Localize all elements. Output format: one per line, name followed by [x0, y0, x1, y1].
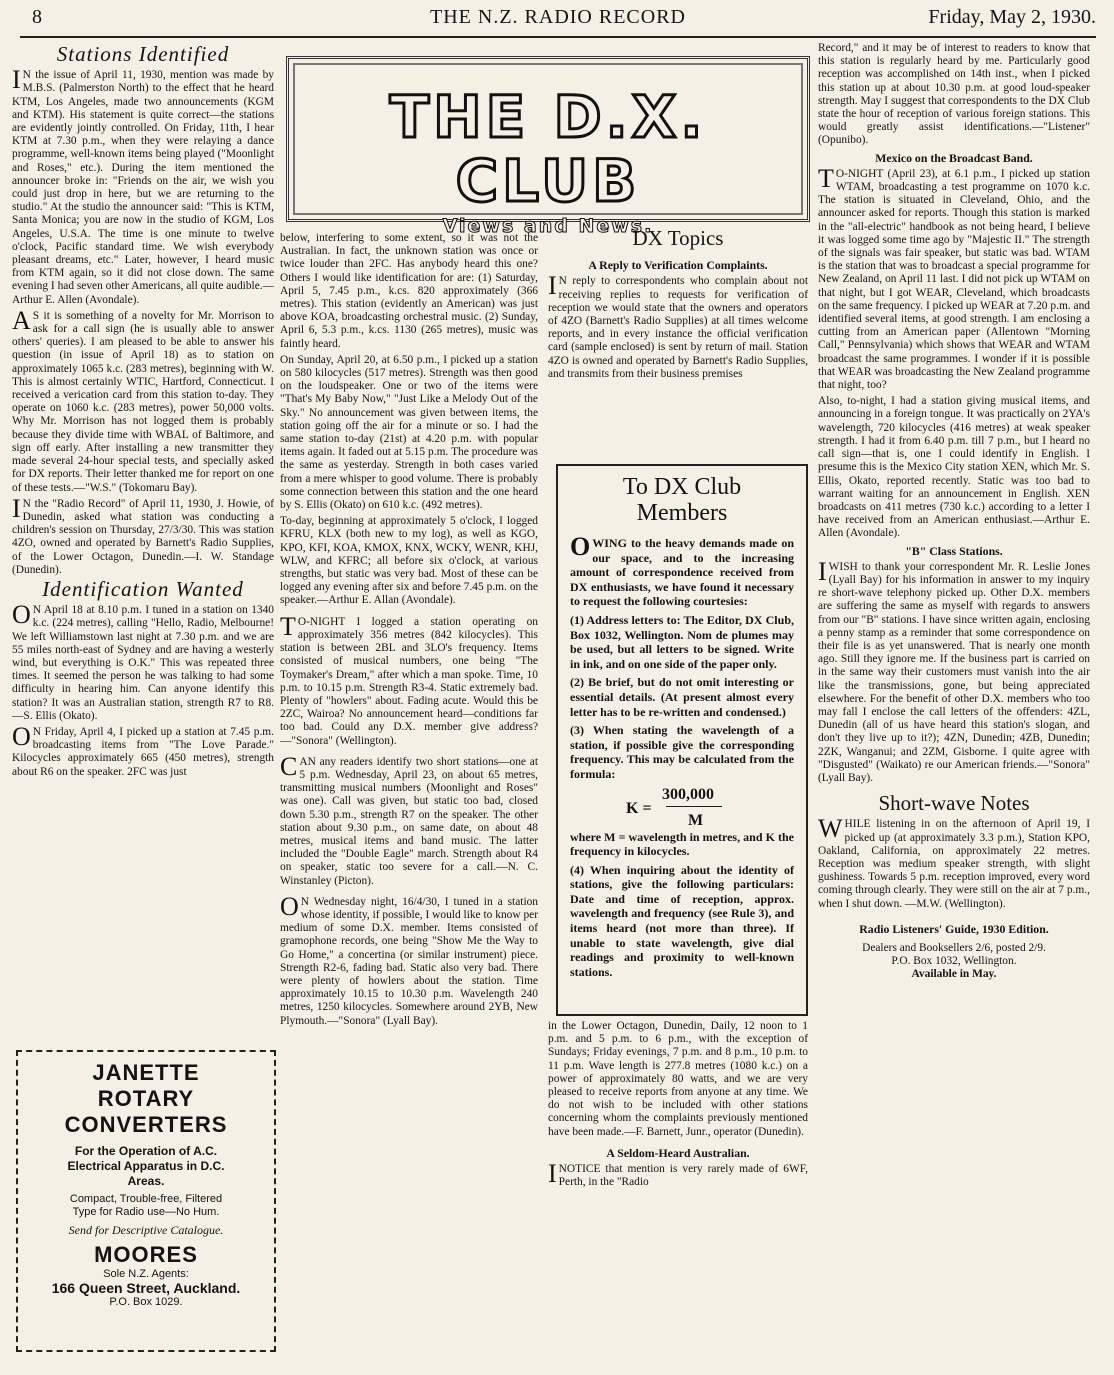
article-paragraph: INOTICE that mention is very rarely made of 6WF, Perth, in the "Radio [548, 1159, 808, 1189]
dx-club-banner [286, 56, 810, 237]
ad-product: CONVERTERS [64, 1112, 228, 1137]
heading-short-wave-notes: Short-wave Notes [878, 791, 1030, 816]
article-paragraph: WHILE listening in on the afternoon of April 19, I picked up (at approximately 3.3 p.m.), Station KPO, Oakland, California, on approximately 22 metres. Reception was medium speaker strength, with slight gushiness. Towards 5 p.m. reception improved, every word coming through clearly. They were still on the air at 7 p.m., when I shut down. —M.W. (Wellington). [818, 814, 1090, 910]
guide-line: Dealers and Booksellers 2/6, posted 2/9. [862, 942, 1046, 954]
page-number: 8 [32, 6, 42, 28]
formula-k: K = [626, 799, 652, 817]
article-paragraph: CAN any readers identify two short stations—one at 5 p.m. Wednesday, April 23, on about 65 metres, transmitting musical numbers (Moonlight and Roses" was one). Call was given, but static too bad, closed down 5.30 p.m., strength R7 on the speaker. The other station about 9.30 p.m., on same date, on about 48 metres, musical items and band music. The latter included the "Double Eagle" march. Strength about R4 on speaker, static too severe for a call.—N. C. Winstanley (Picton). [280, 751, 538, 887]
guide-line: Available in May. [911, 968, 997, 981]
notice-paragraph: (3) When stating the wavelength of a station, if possible give the corresponding frequency. This may be calculated from the formula: [570, 723, 794, 781]
notice-title-line: Members [636, 500, 728, 526]
dx-club-notice-box [556, 464, 808, 1016]
article-paragraph: ON April 18 at 8.10 p.m. I tuned in a station on 1340 k.c. (224 metres), calling "Hello, Radio, Melbourne! We left Williamstown last night at 7.30 p.m. and we are 55 miles north-east of Sydney and are having a westerly wind, but everything is O.K." This was repeated three times. It seemed the person he was talking to had some difficulty in hearing him. Can anyone identify this station? It was an Australian station, strength R7 to R8.—S. Ellis (Okato). [12, 600, 274, 722]
ad-vendor: MOORES [94, 1242, 198, 1267]
header-rule [20, 36, 1096, 38]
article-paragraph: IN the issue of April 11, 1930, mention was made by M.B.S. (Palmerston North) to the effect that he heard KTM, Los Angeles, made two announcements (KGM and KTM). His statement is quite correct—the stations are evidently jointly controlled. On Friday, 11th, I hear KTM at 7.30 p.m., when they were relaying a dance programme, well-known items being played ("Moonlight and Roses," etc.). During the item mentioned the announcer broke in: "Friends on the air, we wish you could just drop in here, but we are returning to the studio." At the studio the announcer said: "This is KTM, Santa Monica; you are now in the studio of KGM, Los Angeles, U.S.A. The time is one minute to twelve o'clock, Pacific standard time. We wish everybody pleasant dreams, etc." Later, however, I heard music from KTM again, so it did not close down. The same evening I had seven other Americans, all quite audible.—Arthur E. Allen (Avondale). [12, 65, 274, 306]
formula-bar [666, 806, 722, 807]
heading-stations-identified: Stations Identified [56, 42, 230, 66]
subheading: Mexico on the Broadcast Band. [875, 150, 1033, 165]
ad-text: Electrical Apparatus in D.C. [67, 1159, 225, 1173]
formula-denominator: M [688, 811, 704, 829]
article-paragraph: below, interfering to some extent, so it was not the Australian. In fact, the unknown station was once or twice louder than 2FC. Has anybody heard this one? Others I would like identification for are: (1) Saturday, April 5, 7.45 p.m., k.cs. 820 approximately (366 metres). This station (evidently an American) was just above KOA, broadcasting orchestral music. (2) Sunday, April 6, 5.3 p.m., k.cs. 1130 (265 metres), music was faintly heard. [280, 232, 538, 350]
heading-identification-wanted: Identification Wanted [42, 576, 244, 601]
column-3-top [548, 228, 808, 463]
ad-text: Compact, Trouble-free, Filtered [69, 1193, 223, 1205]
article-paragraph: Also, to-night, I had a station giving musical items, and announcing in a foreign tongue. It was practically on 2YA's wavelength, 720 kilocycles (416 metres) at weak speaker strength. I had it from 6.40 p.m. till 7 p.m., but I heard no call sign—that is, one I could identify in English. I presume this is the Mexico City station XEN, which Mr. S. Ellis, Okato, reported recently. Static was too bad to warrant waiting for an announcement in English. XEN broadcasts on 411 metres (730 k.c.) according to a letter I have received from an American enthusiast.—Arthur E. Allen (Avondale). [818, 395, 1090, 540]
article-paragraph: To-day, beginning at approximately 5 o'clock, I logged KFRU, KLX (both new to my log), as well as KGO, KPO, KFI, KOA, KMOX, KNX, WCKY, WENR, KHJ, WLW, and KFRC; all before six o'clock, at various strengths, but static was very bad. Most of these can be logged any evening after six and before 7.45 p.m. on the speaker.—Arthur E. Allan (Avondale). [280, 515, 538, 607]
subheading: A Reply to Verification Complaints. [588, 258, 768, 273]
article-paragraph: TO-NIGHT I logged a station operating on approximately 356 metres (842 kilocycles). This station is between 2BL and 3LO's frequency. Items consisted of musical numbers, one being "The Toymaker's Dream," after which a man spoke. Time, 10 p.m. to 10.15 p.m. Strength R3-4. Static extremely bad. Plenty of "howlers" about. Fading acute. Would this be 2ZC, Wairoa? No announcement heard—conditions far too bad. Could any D.X. member give address?—"Sonora" (Wellington). [280, 611, 538, 747]
formula [570, 786, 794, 830]
article-paragraph: TO-NIGHT (April 23), at 6.1 p.m., I picked up station WTAM, broadcasting a test programme on 1070 k.c. The station is situated in Cleveland, Ohio, and the announcer asked for reports. Though this station is marked in the "all-electric" handbook as not being heard, I believe it was logged some time ago by "Majestic II." The strength of the signals was fair speaker, but static was bad. WTAM is the station that was to broadcast a special programme for New Zealand, on April 11 last. I did not pick up WTAM on that night, but I got WEAR, Cleveland, which broadcasts on the same frequency. I picked up WEAR at 7.20 p.m. and identified several items, at good strength. I am enclosing a cutting from an American paper (Allentown "Morning Call," Pennsylvania) which shows that WEAR and WTAM broadcast the same programmes. I wonder if it is possible that WEAR was broadcasting the New Zealand programme that night, too? [818, 163, 1090, 392]
column-1 [12, 42, 274, 842]
article-paragraph: Record," and it may be of interest to readers to know that this station is regularly heard by me. Particularly good reception was accomplished on 14th inst., when I picked this station up at about 10.30 p.m. at good loud-speaker strength. May I suggest that correspondents to the DX Club state the hour of reception of various foreign stations. This would greatly assist identifications.—"Listener" (Opunibo). [818, 42, 1090, 147]
ad-text: For the Operation of A.C. [74, 1144, 218, 1158]
article-paragraph: IN reply to correspondents who complain about not receiving replies to requests for verification of reception we would state that the owners and operators of 4ZO (Barnett's Radio Supplies) at all times welcome reports, and in every instance the official verification card (sample enclosed) is sent by return of mail. Station 4ZO is owned and operated by Barnett's Radio Supplies, and transmits from their business premises [548, 271, 808, 380]
notice-paragraph: (4) When inquiring about the identity of stations, give the following particulars: Date and time of reception, approx. wavelength and frequency (see Rule 3), and items heard (not more than three). If unable to state wavelength, give dial readings and proximity to well-known stations. [570, 862, 794, 979]
janette-advertisement [16, 1050, 276, 1352]
ad-brand: JANETTE [92, 1060, 200, 1085]
notice-paragraph: OWING to the heavy demands made on our space, and to the increasing amount of correspondence received from DX enthusiasts, we have found it necessary to request the following courtesies: [570, 532, 794, 609]
ad-text: Send for Descriptive Catalogue. [68, 1223, 224, 1237]
ad-text: P.O. Box 1029. [109, 1296, 183, 1308]
notice-title-line: To DX Club [622, 474, 742, 500]
heading-dx-topics: DX Topics [632, 228, 724, 250]
article-paragraph: AS it is something of a novelty for Mr. Morrison to ask for a call sign (he is usually able to answer others' queries). I am pleased to be able to answer his question (in issue of April 18) as to station on approximately 1065 k.c. (283 metres), beginning with W. This is almost certainly WTIC, Hartford, Connecticut. I received a verication card from this station to-day. They operate on 1060 k.c. (283 metres), power 50,000 volts. Why Mr. Morrison has not logged them is probably because they divide time with WBAL of Baltimore, and sign off early. After installing a new transmitter they made several 24-hour special tests, and specially asked for DX reports. Their letter thanked me for report on one of these tests.—"W.S." (Tokomaru Bay). [12, 305, 274, 494]
column-2 [280, 232, 538, 1352]
column-4 [818, 42, 1090, 1282]
banner-subtitle: Views and News. [442, 215, 654, 237]
column-3-bottom [548, 1020, 808, 1350]
formula-numerator: 300,000 [662, 785, 714, 803]
page-header [20, 6, 1096, 32]
guide-title: Radio Listeners' Guide, 1930 Edition. [859, 921, 1049, 936]
notice-paragraph: (2) Be brief, but do not omit interesting or essential details. (At present almost every letter has to be re-written and condensed.) [570, 675, 794, 719]
subheading: A Seldom-Heard Australian. [606, 1145, 750, 1160]
banner-title: THE D.X. CLUB [389, 83, 707, 215]
issue-date: Friday, May 2, 1930. [928, 6, 1096, 28]
guide-line: P.O. Box 1032, Wellington. [891, 955, 1017, 968]
ad-address: 166 Queen Street, Auckland. [51, 1280, 241, 1296]
article-paragraph: On Sunday, April 20, at 6.50 p.m., I picked up a station on 580 kilocycles (517 metres). Strength was then good on the loudspeaker. One or two of the items were "That's My Baby Now," "Just Like a Melody Out of the Sky." No announcement was given between items, the station going off the air for a minute or so. I had the same station to-day (21st) at 4.20 p.m. with popular items again. It faded out at 5.15 p.m. The procedure was the same as yesterday. Strength in both cases varied from a mere whisper to good volume. There is probably some connection between this station and the one heard by S. Ellis (Okato) on 610 k.c. (492 metres). [280, 353, 538, 512]
ad-text: Sole N.Z. Agents: [103, 1268, 189, 1280]
article-paragraph: IN the "Radio Record" of April 11, 1930, J. Howie, of Dunedin, asked what station was conducting a children's session on Thursday, 27/3/30. This was station 4ZO, owned and operated by Barnett's Radio Supplies, of the Lower Octagon, Dunedin.—I. W. Standage (Dunedin). [12, 493, 274, 576]
notice-paragraph: (1) Address letters to: The Editor, DX Club, Box 1032, Wellington. Nom de plumes may be used, but all letters to be signed. Write in ink, and on one side of the paper only. [570, 612, 794, 671]
ad-text: Areas. [127, 1174, 165, 1188]
article-paragraph: in the Lower Octagon, Dunedin, Daily, 12 noon to 1 p.m. and 5 p.m. to 6 p.m., with the exception of Sundays; Friday evenings, 7 p.m. and 8 p.m., 10 p.m. to 11 p.m. Wave length is 277.8 metres (1080 k.c.) on a power of approximately 80 watts, and we are very pleased to receive reports from anyone at any time. We do not wish to be included with other stations concerning whom the complaints previously mentioned have been made.—F. Barnett, Junr., operator (Dunedin). [548, 1020, 808, 1138]
notice-paragraph: where M = wavelength in metres, and K the frequency in kilocycles. [570, 829, 794, 859]
subheading: "B" Class Stations. [905, 543, 1003, 558]
ad-product: ROTARY [97, 1086, 195, 1111]
article-paragraph: IWISH to thank your correspondent Mr. R. Leslie Jones (Lyall Bay) for his information in answer to my inquiry re short-wave telephony picked up. Other D.X. members are suffering the same as myself with regards to answers from our "B" stations. I have since written again, enclosing a penny stamp as a reminder that some correspondence on their file is as yet unanswered. That is nearly one month ago. Still they ignore me. If the business part is carried on in the same way their customers must vanish into the air like the transmissions, gone, but being appreciated elsewhere. For the benefit of other D.X. members who too may fall I enclose the call letters of the offenders: 4ZL, Dunedin (all of us have heard this station's slogan, and don't they live up to it?); 4ZN, Dunedin; 4ZB, Dunedin; 2ZK, Wanganui; and 2ZM, Gisborne. I quite agree with "Disgusted" (Waikato) re our American friends.—"Sonora" (Lyall Bay). [818, 556, 1090, 784]
article-paragraph: ON Wednesday night, 16/4/30, I tuned in a station whose identity, if possible, I would like to know per medium of some D.X. member. Items consisted of gramophone records, one being "Show Me the Way to Go Home," a concertina (or similar instrument) piece. Strength R2-6, fading bad. Static also very bad. There were plenty of howlers about the station. Time approximately 10.15 to 10.30 p.m. Wavelength 240 metres, 1250 kilocycles. Somewhere around 2YB, New Plymouth.—"Sonora" (Lyall Bay). [280, 891, 538, 1027]
ad-text: Type for Radio use—No Hum. [72, 1206, 220, 1218]
notice-title [570, 474, 794, 526]
publication-title: THE N.Z. RADIO RECORD [430, 6, 686, 28]
article-paragraph: ON Friday, April 4, I picked up a station at 7.45 p.m. broadcasting items from "The Love Parade." Kilocycles approximately 665 (450 metres), strength about R6 on the speaker. 2FC was just [12, 721, 274, 778]
